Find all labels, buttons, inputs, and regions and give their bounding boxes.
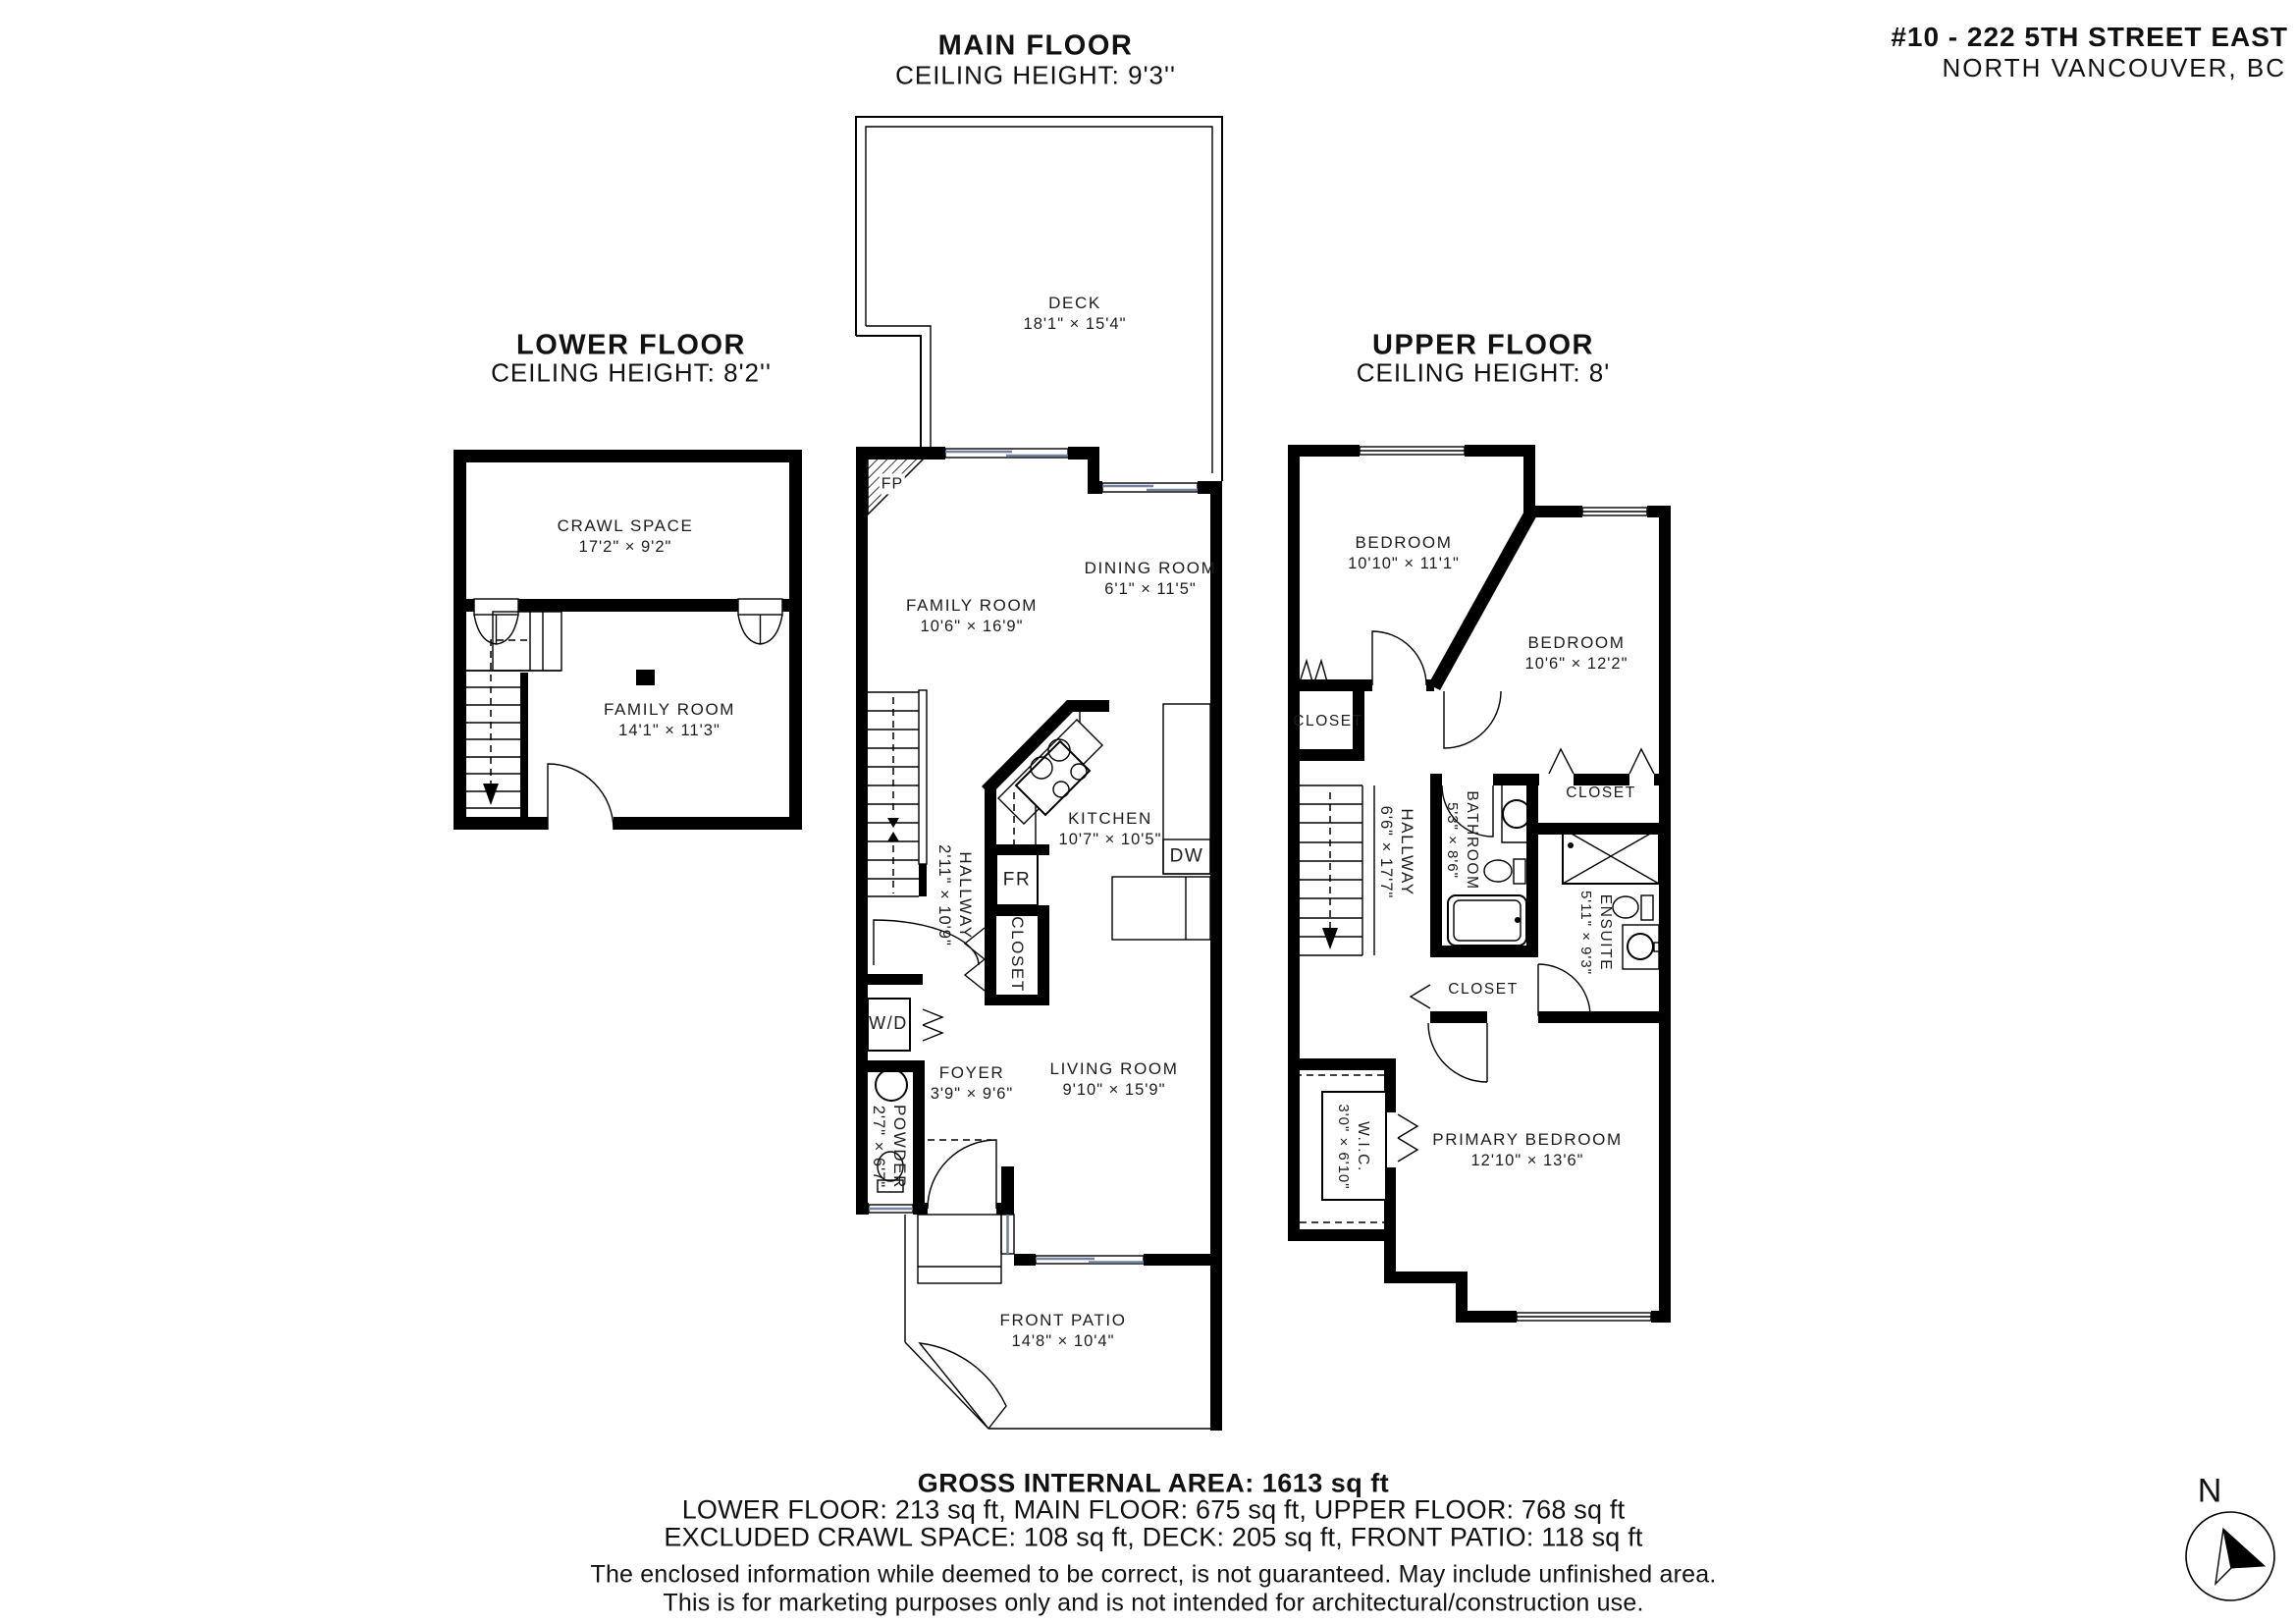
main-stairs [868, 690, 927, 896]
gross-area-text: GROSS INTERNAL AREA: 1613 sq ft [917, 1468, 1390, 1498]
upper-floor-title: UPPER FLOOR [1372, 329, 1594, 361]
ensuite-sink [1628, 934, 1653, 959]
powder-sink [876, 1069, 907, 1101]
room-label-front-patio: FRONT PATIO 14'8" × 10'4" [999, 1310, 1127, 1351]
room-label-main-family: FAMILY ROOM 10'6" × 16'9" [905, 595, 1039, 636]
address-line1: #10 - 222 5TH STREET EAST [1891, 22, 2288, 52]
lower-floor-title: LOWER FLOOR [516, 329, 746, 361]
stairs-down-arrow-icon [1322, 928, 1338, 949]
washer-dryer-label: W/D [869, 1013, 908, 1034]
room-label-crawl-space: CRAWL SPACE 17'2" × 9'2" [557, 515, 694, 557]
room-label-hall-closet: CLOSET [1448, 980, 1519, 998]
disclaimer-line1: The enclosed information while deemed to be correct, is not guaranteed. May include unfinished area. [590, 1560, 1717, 1589]
floor-areas-text: LOWER FLOOR: 213 sq ft, MAIN FLOOR: 675 sq ft, UPPER FLOOR: 768 sq ft [681, 1494, 1626, 1525]
compass-north-icon [2173, 1499, 2291, 1617]
lower-stairs [463, 612, 561, 817]
room-label-bedroom1: BEDROOM 10'10" × 11'1" [1348, 532, 1460, 573]
room-label-bathroom: BATHROOM 5'3" × 8'6" [1443, 790, 1481, 891]
room-label-lower-family: FAMILY ROOM 14'1" × 11'3" [603, 699, 736, 740]
room-label-main-hallway: HALLWAY 2'11" × 10'9" [934, 844, 976, 947]
bathtub [1448, 895, 1526, 946]
room-label-closet-b2: CLOSET [1566, 784, 1636, 801]
lower-floor-plan [447, 442, 810, 839]
room-label-deck: DECK 18'1" × 15'4" [1023, 293, 1127, 334]
main-floor-ceiling: CEILING HEIGHT: 9'3'' [895, 60, 1176, 90]
lower-floor-ceiling: CEILING HEIGHT: 8'2'' [491, 357, 772, 388]
room-label-primary: PRIMARY BEDROOM 12'10" × 13'6" [1432, 1129, 1623, 1170]
main-floor-title: MAIN FLOOR [937, 29, 1134, 62]
room-label-closet-b1: CLOSET [1293, 712, 1363, 730]
ensuite-toilet [1613, 896, 1638, 918]
room-label-bedroom2: BEDROOM 10'6" × 12'2" [1524, 632, 1629, 674]
excluded-areas-text: EXCLUDED CRAWL SPACE: 108 sq ft, DECK: 205 sq ft, FRONT PATIO: 118 sq ft [664, 1522, 1643, 1552]
room-label-foyer: FOYER 3'9" × 9'6" [930, 1062, 1014, 1104]
disclaimer-line2: This is for marketing purposes only and is not intended for architectural/construction use. [663, 1589, 1644, 1617]
bathroom-sink [1503, 800, 1530, 828]
bathroom-toilet [1484, 860, 1512, 882]
fireplace-label: FP [880, 473, 905, 494]
room-label-wic: W.I.C. 3'0" × 6'10" [1334, 1104, 1372, 1190]
fridge-label: FR [1002, 869, 1032, 891]
room-label-main-closet: CLOSET [1008, 916, 1028, 993]
stairs-down-arrow-icon [483, 784, 499, 805]
upper-floor-ceiling: CEILING HEIGHT: 8' [1356, 357, 1611, 388]
structural-post [636, 670, 655, 685]
patio-gate-arc [920, 1343, 1006, 1429]
dishwasher-label: DW [1169, 845, 1204, 867]
room-label-ensuite: ENSUITE 5'11" × 9'3" [1576, 890, 1615, 976]
room-label-kitchen: KITCHEN 10'7" × 10'5" [1058, 808, 1162, 849]
room-label-living: LIVING ROOM 9'10" × 15'9" [1049, 1058, 1179, 1100]
compass-north-label: N [2197, 1472, 2222, 1510]
room-label-powder: POWDER 2'7" × 6'7" [869, 1104, 910, 1190]
lower-entry-door [548, 764, 614, 830]
address-line2: NORTH VANCOUVER, BC [1942, 53, 2286, 82]
room-label-upper-hallway: HALLWAY 6'6" × 17'7" [1376, 805, 1417, 899]
room-label-dining: DINING ROOM 6'1" × 11'5" [1084, 558, 1217, 599]
upper-stairs [1298, 785, 1374, 955]
